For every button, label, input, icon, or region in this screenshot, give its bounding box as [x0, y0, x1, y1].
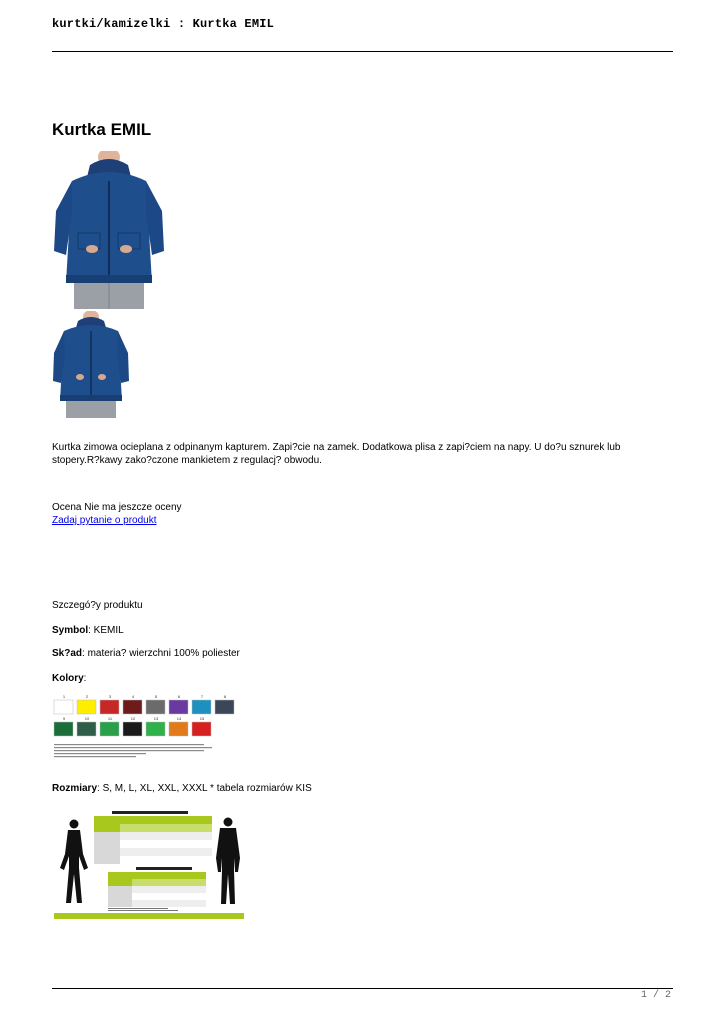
color-swatch — [169, 722, 188, 736]
composition-value: : materia? wierzchni 100% poliester — [82, 648, 240, 659]
swatch-number: 14 — [176, 716, 182, 721]
color-swatch — [100, 722, 119, 736]
swatch-number: 3 — [108, 694, 112, 699]
composition-row — [52, 648, 240, 659]
swatch-number: 15 — [199, 716, 205, 721]
ask-question-link[interactable]: Zadaj pytanie o produkt — [52, 515, 157, 526]
colors-label: Kolory — [52, 673, 84, 684]
color-swatch — [123, 722, 142, 736]
product-title: Kurtka EMIL — [52, 120, 152, 139]
color-swatch — [146, 722, 165, 736]
sizes-label: Rozmiary — [52, 783, 98, 794]
sizes-value: : S, M, L, XL, XXL, XXXL * tabela rozmiarów KIS — [97, 783, 312, 794]
product-description: Kurtka zimowa ocieplana z odpinanym kapturem. Zapi?cie na zamek. Dodatkowa plisa z zapi?ciem na napy. U do?u sznurek lub stopery.R?kawy zako?czone mankietem z regulacj? obwodu. — [52, 442, 621, 466]
colors-suffix: : — [83, 673, 87, 684]
rating-line — [52, 502, 182, 513]
sizes-row — [52, 783, 312, 794]
symbol-value: : KEMIL — [88, 625, 124, 636]
swatch-number: 6 — [177, 694, 181, 699]
product-photo-small — [52, 311, 130, 418]
color-swatch — [54, 700, 73, 714]
product-photo-large — [52, 151, 167, 309]
symbol-row — [52, 625, 124, 636]
details-heading: Szczegó?y produktu — [52, 600, 143, 611]
swatch-number: 5 — [154, 694, 158, 699]
swatch-number: 11 — [107, 716, 113, 721]
color-swatch — [54, 722, 73, 736]
color-swatch — [192, 700, 211, 714]
document-header: kurtki/kamizelki : Kurtka EMIL — [52, 17, 275, 31]
swatch-number: 12 — [130, 716, 136, 721]
size-table-image — [52, 808, 246, 920]
colors-row — [52, 673, 86, 684]
symbol-label: Symbol — [52, 625, 89, 636]
swatch-number: 2 — [85, 694, 89, 699]
rating-value: Nie ma jeszcze oceny — [84, 502, 182, 513]
color-swatch — [215, 700, 234, 714]
swatch-number: 7 — [200, 694, 204, 699]
color-swatch — [100, 700, 119, 714]
page-number: 1 / 2 — [641, 990, 672, 1001]
footer-divider — [52, 988, 673, 989]
color-swatch — [77, 700, 96, 714]
color-swatch — [146, 700, 165, 714]
color-swatch — [169, 700, 188, 714]
color-swatches-image — [52, 693, 237, 759]
color-swatch — [123, 700, 142, 714]
composition-label: Sk?ad — [52, 648, 83, 659]
header-divider — [52, 51, 673, 52]
swatch-number: 13 — [153, 716, 159, 721]
swatch-number: 9 — [62, 716, 66, 721]
swatch-number: 1 — [62, 694, 66, 699]
rating-label: Ocena — [52, 502, 82, 513]
color-swatch — [77, 722, 96, 736]
swatch-number: 10 — [84, 716, 90, 721]
swatch-number: 8 — [223, 694, 227, 699]
color-swatch — [192, 722, 211, 736]
swatch-number: 4 — [131, 694, 135, 699]
